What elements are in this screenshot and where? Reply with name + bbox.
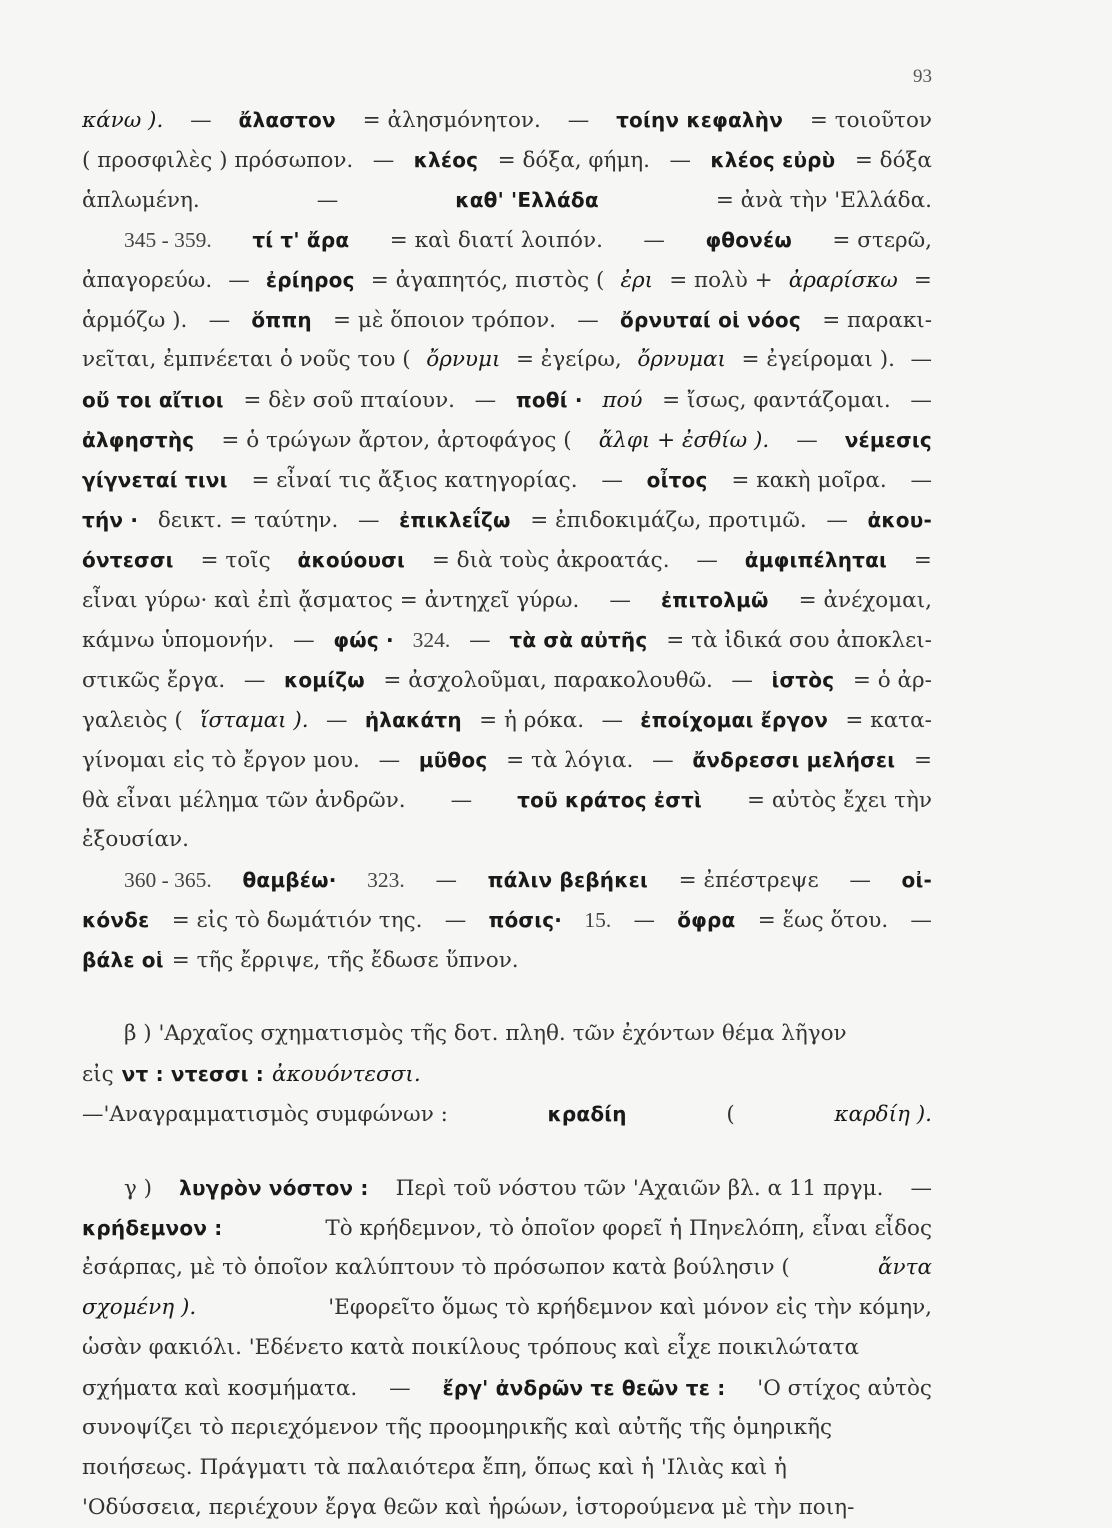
lemma-term: πάλιν βεβήκει	[487, 868, 648, 892]
gloss-text: —	[731, 668, 753, 693]
text-line	[82, 140, 932, 180]
gloss-text: = ἀνέχομαι,	[798, 588, 932, 613]
lemma-term: ἔργ' ἀνδρῶν τε θεῶν τε :	[442, 1376, 726, 1400]
italic-text: ἀκουόντεσσι.	[271, 1062, 421, 1087]
text-line	[82, 500, 932, 540]
text-line	[82, 540, 932, 580]
gloss-text: —	[325, 708, 348, 733]
gloss-text: γαλειὸς (	[82, 708, 183, 733]
gloss-text: —	[243, 668, 266, 693]
gloss-text: = εἶναί τις ἄξιος κατηγορίας.	[251, 468, 578, 493]
text-line	[82, 1288, 932, 1328]
gloss-text: = ἐπιδοκιμάζω, προτιμῶ.	[530, 508, 807, 533]
gloss-text: = ἐγείρομαι ).	[741, 347, 895, 372]
reference-number: 323.	[367, 868, 405, 892]
lemma-term: ἀκούουσι	[297, 548, 405, 572]
gloss-text: —	[910, 388, 932, 413]
text-line	[82, 460, 932, 500]
gloss-text: ἐσάρπας, μὲ τὸ ὁποῖον καλύπτουν τὸ πρόσωπον κατὰ βούλησιν (	[82, 1255, 790, 1280]
gloss-text: —	[357, 508, 380, 533]
lemma-term: ἐπιτολμῶ	[660, 588, 769, 612]
text-line	[82, 740, 932, 780]
gloss-text: = ἀγαπητός, πιστὸς (	[370, 268, 605, 293]
reference-number: 360 - 365.	[124, 868, 212, 892]
lemma-term: ἐποίχομαι ἔργον	[640, 708, 829, 732]
gloss-text: ὡσὰν φακιόλι. 'Εδένετο κατὰ ποικίλους τρόπους καὶ εἶχε ποικιλώτατα	[82, 1335, 860, 1360]
gloss-text: —	[444, 908, 467, 933]
gloss-text: = τοιοῦτον	[809, 108, 932, 133]
text-line	[82, 1488, 932, 1528]
italic-text: σχομένη ).	[82, 1295, 197, 1320]
lemma-term: τί τ' ἄρα	[252, 228, 350, 252]
gloss-text: = ἕως ὅτου.	[757, 908, 889, 933]
gloss-text: = ὁ τρώγων ἄρτον, ἀρτοφάγος (	[221, 428, 572, 453]
gloss-text: —	[696, 548, 718, 573]
gloss-text: = ἀλησμόνητον.	[362, 108, 541, 133]
gloss-text: = ἐγείρω,	[515, 347, 622, 372]
lemma-term: ἀμφιπέληται	[744, 548, 888, 572]
gloss-text: ἁπλωμένη.	[82, 188, 200, 213]
lemma-term: φθονέω	[705, 228, 792, 252]
gloss-text: = καὶ διατί λοιπόν.	[389, 228, 603, 253]
gloss-text: (	[726, 1102, 735, 1127]
gloss-text: —	[567, 108, 590, 133]
gloss-text: = ἐπέστρεψε	[678, 868, 819, 893]
lemma-term: ἐρίηρος	[265, 268, 355, 292]
text-line	[82, 820, 932, 860]
gloss-text: = δὲν σοῦ πταίουν.	[243, 388, 456, 413]
gloss-text: —	[293, 628, 315, 653]
italic-text: ἀραρίσκω	[788, 268, 898, 293]
gloss-text: =	[913, 548, 932, 573]
text-line	[82, 340, 932, 380]
paragraph-block	[82, 100, 932, 220]
gloss-text: = ἡ ρόκα.	[479, 708, 585, 733]
reference-number: 15.	[584, 908, 612, 932]
gloss-text: —	[474, 388, 497, 413]
reference-number: 345 - 359.	[124, 228, 212, 252]
lemma-term: ἱστὸς	[771, 668, 835, 692]
gloss-text: β ) 'Αρχαῖος σχηματισμὸς τῆς δοτ. πληθ. τῶν ἐχόντων θέμα λῆγον	[124, 1021, 847, 1046]
lemma-term: οὔ τοι αἴτιοι	[82, 388, 224, 412]
gloss-text: ποιήσεως. Πράγματι τὰ παλαιότερα ἔπη, ὅπως καὶ ἡ 'Ιλιὰς καὶ ἡ	[82, 1455, 787, 1480]
gloss-text: —	[609, 588, 631, 613]
italic-text: πού	[602, 388, 643, 413]
gloss-text: ἐξουσίαν.	[82, 827, 189, 852]
italic-text: ἄντα	[877, 1255, 932, 1280]
lemma-term: οἶτος	[646, 468, 708, 492]
text-line	[82, 300, 932, 340]
gloss-text: ἁρμόζω ).	[82, 308, 188, 333]
gloss-text: =	[913, 268, 932, 293]
lemma-term: κόνδε	[82, 908, 150, 932]
gloss-text: —	[389, 1376, 411, 1401]
gloss-text: 'Ο στίχος αὐτὸς	[757, 1376, 932, 1401]
text-line	[82, 580, 932, 620]
gloss-text: Περὶ τοῦ νόστου τῶν 'Αχαιῶν βλ. α 11 πργμ.	[395, 1176, 884, 1201]
gloss-text: 'Οδύσσεια, περιέχουν ἔργα θεῶν καὶ ἡρώων, ἱστορούμενα μὲ τὴν ποιη-	[82, 1495, 855, 1520]
gloss-text: = αὐτὸς ἔχει τὴν	[747, 788, 932, 813]
lemma-term: κραδίη	[547, 1102, 627, 1126]
gloss-text: —	[208, 308, 231, 333]
lemma-term: τήν ·	[82, 508, 139, 532]
gloss-text: = στερῶ,	[832, 228, 932, 253]
lemma-term: νέμεσις	[844, 428, 932, 452]
text-line	[82, 1094, 932, 1134]
gloss-text: = ἀσχολοῦμαι, παρακολουθῶ.	[383, 668, 713, 693]
gloss-text: —	[652, 748, 674, 773]
text-line	[82, 1168, 932, 1208]
lemma-term: ὄφρα	[677, 908, 736, 932]
lemma-term: κομίζω	[283, 668, 365, 692]
gloss-text: —	[435, 868, 457, 893]
gloss-text: = ἴσως, φαντάζομαι.	[662, 388, 891, 413]
text-line	[82, 1014, 932, 1054]
gloss-text: Τὸ κρήδεμνον, τὸ ὁποῖον φορεῖ ἡ Πηνελόπη, εἶναι εἶδος	[325, 1216, 932, 1241]
gloss-text: δεικτ. = ταύτην.	[157, 508, 339, 533]
lemma-term: φώς ·	[333, 628, 394, 652]
italic-text: κάνω ).	[82, 108, 164, 133]
gloss-text: = διὰ τοὺς ἀκροατάς.	[431, 548, 670, 573]
page-body	[82, 100, 932, 1528]
gloss-text: —'Αναγραμματισμὸς συμφώνων :	[82, 1102, 448, 1127]
gloss-text: στικῶς ἔργα.	[82, 668, 226, 693]
italic-text: ὄρνυμαι	[637, 347, 726, 372]
italic-text: καρδίη ).	[834, 1102, 932, 1127]
lemma-term: όντεσσι	[82, 548, 174, 572]
gloss-text: = τοῖς	[200, 548, 271, 573]
gloss-text: = τὰ λόγια.	[506, 748, 634, 773]
gloss-text: = δόξα, φήμη.	[497, 148, 651, 173]
text-line	[82, 1448, 932, 1488]
lemma-term: ὄρνυταί οἱ νόος	[620, 308, 801, 332]
text-line	[82, 220, 932, 260]
gloss-text: = ἀνὰ τὴν 'Ελλάδα.	[715, 188, 932, 213]
lemma-term: θαμβέω·	[242, 868, 337, 892]
text-line	[82, 940, 932, 980]
italic-text: ἄλφι + ἐσθίω ).	[598, 428, 770, 453]
text-line	[82, 260, 932, 300]
lemma-term: ἄνδρεσσι μελήσει	[692, 748, 896, 772]
text-line	[82, 780, 932, 820]
gloss-text: νεῖται, ἐμπνέεται ὁ νοῦς του (	[82, 347, 411, 372]
paragraph-block	[82, 220, 932, 860]
lemma-term: καθ' 'Ελλάδα	[455, 188, 599, 212]
text-line	[82, 420, 932, 460]
paragraph-block	[82, 860, 932, 980]
paragraph-block	[82, 1014, 932, 1134]
gloss-text: γίνομαι εἰς τὸ ἔργον μου.	[82, 748, 360, 773]
italic-text: ἐρι	[620, 268, 654, 293]
gloss-text: ἀπαγορεύω.	[82, 268, 213, 293]
lemma-term: ὅππη	[251, 308, 312, 332]
lemma-term: τὰ σὰ αὐτῆς	[509, 628, 648, 652]
lemma-term: ἐπικλεΐζω	[399, 508, 511, 532]
lemma-term: μῦθος	[418, 748, 488, 772]
lemma-term: κλέος	[413, 148, 479, 172]
lemma-term: κλέος εὐρὺ	[710, 148, 836, 172]
text-line	[82, 900, 932, 940]
lemma-term: ντ : ντεσσι :	[121, 1062, 264, 1086]
italic-text: ὄρνυμι	[426, 347, 501, 372]
gloss-text: = εἰς τὸ δωμάτιόν της.	[171, 908, 423, 933]
gloss-text: = παρακι-	[822, 308, 932, 333]
paragraph-gap	[82, 1134, 932, 1168]
lemma-term: τοῦ κράτος ἐστὶ	[517, 788, 702, 812]
paragraph-block	[82, 1168, 932, 1528]
gloss-text: ( προσφιλὲς ) πρόσωπον.	[82, 148, 354, 173]
gloss-text: = δόξα	[854, 148, 932, 173]
gloss-text: —	[910, 1176, 932, 1201]
gloss-text: —	[826, 508, 848, 533]
gloss-text: = κακὴ μοῖρα.	[731, 468, 887, 493]
gloss-text: σχήματα καὶ κοσμήματα.	[82, 1376, 358, 1401]
reference-number: 324.	[412, 628, 451, 652]
gloss-text: εἰς	[82, 1062, 114, 1087]
gloss-text: 'Εφορεῖτο ὅμως τὸ κρήδεμνον καὶ μόνον εἰς τὴν κόμην,	[328, 1295, 932, 1320]
lemma-term: ἠλακάτη	[364, 708, 462, 732]
gloss-text: —	[601, 468, 623, 493]
text-line	[82, 700, 932, 740]
text-line	[82, 660, 932, 700]
gloss-text: συνοψίζει τὸ περιεχόμενον τῆς προομηρικῆς καὶ αὐτῆς τῆς ὁμηρικῆς	[82, 1415, 833, 1440]
lemma-term: βάλε οἱ	[82, 948, 164, 972]
lemma-term: ποθί ·	[515, 388, 583, 412]
gloss-text: —	[316, 188, 339, 213]
lemma-term: λυγρὸν νόστον :	[179, 1176, 369, 1200]
gloss-text: θὰ εἶναι μέλημα τῶν ἀνδρῶν.	[82, 788, 406, 813]
gloss-text: —	[372, 148, 395, 173]
gloss-text: —	[796, 428, 818, 453]
lemma-term: κρήδεμνον :	[82, 1216, 223, 1240]
gloss-text: = μὲ ὅποιον τρόπον.	[333, 308, 556, 333]
lemma-term: οἰ-	[901, 868, 932, 892]
gloss-text: = τὰ ἰδικά σου ἀποκλει-	[666, 628, 932, 653]
lemma-term: ἀλφηστὴς	[82, 428, 195, 452]
paragraph-gap	[82, 980, 932, 1014]
gloss-text: —	[910, 347, 932, 372]
gloss-text: —	[577, 308, 599, 333]
text-line	[82, 1328, 932, 1368]
text-line	[82, 1248, 932, 1288]
gloss-text: γ )	[124, 1176, 153, 1201]
gloss-text: κάμνω ὑπομονήν.	[82, 628, 275, 653]
gloss-text: = πολὺ +	[669, 268, 773, 293]
gloss-text: —	[633, 908, 655, 933]
text-line	[82, 100, 932, 140]
gloss-text: —	[669, 148, 691, 173]
lemma-term: ἄλαστον	[238, 108, 336, 132]
text-line	[82, 1208, 932, 1248]
lemma-term: ἀκου-	[867, 508, 932, 532]
gloss-text: —	[378, 748, 401, 773]
gloss-text: —	[643, 228, 665, 253]
gloss-text: =	[913, 748, 932, 773]
italic-text: ἵσταμαι ).	[200, 708, 309, 733]
text-line	[82, 1368, 932, 1408]
gloss-text: —	[910, 908, 932, 933]
text-line	[82, 180, 932, 220]
gloss-text: —	[849, 868, 871, 893]
text-line	[82, 1408, 932, 1448]
text-line	[82, 860, 932, 900]
gloss-text: = ὁ ἀρ-	[852, 668, 932, 693]
gloss-text: = κατα-	[845, 708, 932, 733]
gloss-text: —	[190, 108, 212, 133]
gloss-text: εἶναι γύρω· καὶ ἐπὶ ᾄσματος = ἀντηχεῖ γύρω.	[82, 588, 580, 613]
text-line	[82, 620, 932, 660]
page-number: 93	[913, 66, 932, 87]
gloss-text: = τῆς ἔρριψε, τῆς ἔδωσε ὕπνον.	[171, 948, 519, 973]
text-line	[82, 1054, 932, 1094]
gloss-text: —	[910, 468, 932, 493]
text-line	[82, 380, 932, 420]
gloss-text: —	[450, 788, 473, 813]
gloss-text: —	[469, 628, 491, 653]
gloss-text: —	[601, 708, 623, 733]
lemma-term: πόσις·	[488, 908, 563, 932]
lemma-term: τοίην κεφαλὴν	[616, 108, 784, 132]
gloss-text: —	[228, 268, 250, 293]
lemma-term: γίγνεταί τινι	[82, 468, 228, 492]
